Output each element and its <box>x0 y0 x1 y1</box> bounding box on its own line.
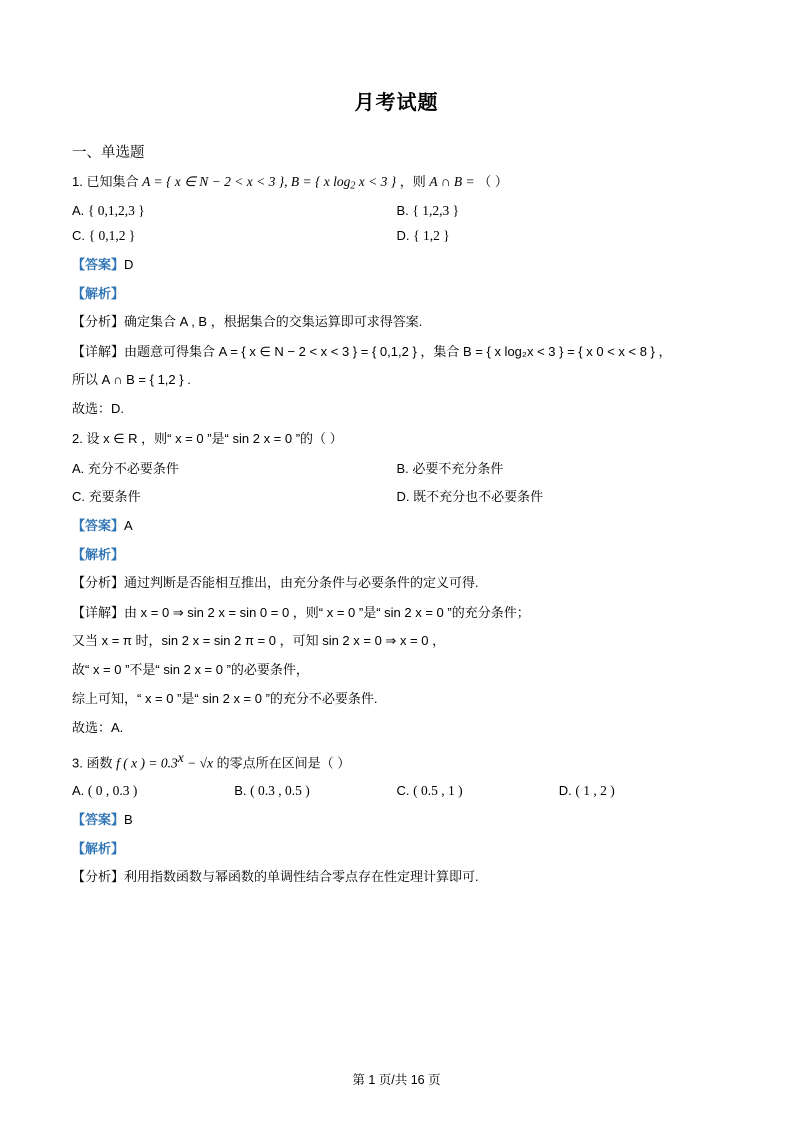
question-3-analysis-tag <box>72 838 721 857</box>
question-2-options-row-2 <box>72 486 721 505</box>
question-1-stem-prefix: 已知集合 <box>86 174 139 189</box>
question-1-math-1c: x < 3 } <box>355 174 397 189</box>
question-3-options-row <box>72 783 721 799</box>
question-3-option-a[interactable] <box>72 783 234 799</box>
question-1-paren: （ ） <box>478 174 508 189</box>
question-1-options-row-1 <box>72 203 721 219</box>
question-2-detail-line-2 <box>72 631 721 652</box>
option-text: 既不充分也不必要条件 <box>413 488 544 504</box>
question-2-answer <box>72 515 721 534</box>
page-footer: 第 1 页/共 16 页 <box>352 1073 441 1087</box>
option-key: B. <box>234 782 247 798</box>
option-text: { 0,1,2,3 } <box>87 202 145 218</box>
question-3-stem-suffix: 的零点所在区间是（ ） <box>216 755 351 771</box>
question-1-math-1: A = { x ∈ N − 2 < x < 3 }, B = { x log <box>142 174 351 189</box>
detail-text: 综上可知，“ x = 0 ”是“ sin 2 x = 0 ”的充分不必要条件. <box>72 690 378 706</box>
detail-text: 故“ x = 0 ”不是“ sin 2 x = 0 ”的必要条件， <box>72 661 309 677</box>
analysis-text: 确定集合 A , B ，根据集合的交集运算即可求得答案. <box>124 313 423 329</box>
answer-value: A <box>124 517 133 533</box>
option-key: C. <box>396 782 410 798</box>
question-1-option-a[interactable] <box>72 203 397 219</box>
option-text: 必要不充分条件 <box>412 460 504 476</box>
page-title: 月考试题 <box>354 92 439 114</box>
choose-value: D. <box>111 400 125 416</box>
detail-text: 由 x = 0 ⇒ sin 2 x = sin 0 = 0 ，则“ x = 0 ”是“ sin 2 x = 0 ”的充分条件； <box>124 605 530 621</box>
question-2-option-d[interactable] <box>397 486 722 505</box>
analysis-tag-label: 【解析】 <box>72 840 125 856</box>
question-1-option-b[interactable] <box>397 203 722 219</box>
analysis-tag-label: 【解析】 <box>72 546 125 562</box>
analysis-text: 利用指数函数与幂函数的单调性结合零点存在性定理计算即可. <box>124 868 479 884</box>
option-text: ( 0 , 0.3 ) <box>87 782 138 798</box>
question-1-stem-mid: ，则 <box>399 174 426 189</box>
question-2-stem-text: 设 x ∈ R ，则“ x = 0 ”是“ sin 2 x = 0 ”的（ ） <box>86 431 343 447</box>
answer-label: 【答案】 <box>72 517 125 533</box>
question-1-option-c[interactable] <box>72 228 397 244</box>
question-1-math-1b: 2 <box>350 180 356 192</box>
option-text: ( 0.3 , 0.5 ) <box>250 782 310 798</box>
analysis-tag-label: 【解析】 <box>72 285 125 301</box>
option-key: A. <box>72 202 85 218</box>
question-1-analysis-tag <box>72 283 721 302</box>
detail-text: 又当 x = π 时，sin 2 x = sin 2 π = 0 ，可知 sin 2 x = 0 ⇒ x = 0 ， <box>72 633 446 649</box>
option-key: B. <box>396 202 409 218</box>
question-3-exponent: x <box>177 750 184 766</box>
option-key: D. <box>558 782 572 798</box>
question-3-option-c[interactable] <box>397 783 559 799</box>
question-2-analysis-tag <box>72 544 721 563</box>
answer-value: D <box>124 256 134 272</box>
option-text: 充要条件 <box>88 488 141 504</box>
question-2-detail-line-1 <box>72 603 721 623</box>
question-1-choose <box>72 399 721 420</box>
question-2-analysis <box>72 573 721 593</box>
detail-text: 所以 A ∩ B = { 1,2 } . <box>72 371 191 387</box>
option-key: B. <box>396 460 409 476</box>
question-2-option-b[interactable] <box>397 458 722 477</box>
analysis-label: 【分析】 <box>72 313 125 329</box>
option-key: C. <box>72 488 85 504</box>
option-key: D. <box>396 488 410 504</box>
detail-label: 【详解】 <box>72 343 125 359</box>
option-text: { 1,2 } <box>413 227 450 243</box>
answer-label: 【答案】 <box>72 256 125 272</box>
question-2-option-c[interactable] <box>72 486 397 505</box>
question-1-option-d[interactable] <box>397 228 722 244</box>
question-3-analysis <box>72 867 721 887</box>
detail-text: 由题意可得集合 A = { x ∈ N − 2 < x < 3 } = { 0,1,2 } ，集合 B = { x log₂x < 3 } = { x 0 < x < 8 } ， <box>124 343 672 359</box>
option-key: A. <box>72 782 85 798</box>
choose-label: 故选： <box>72 719 112 735</box>
option-key: D. <box>396 227 410 243</box>
answer-label: 【答案】 <box>72 811 125 827</box>
option-text: ( 1 , 2 ) <box>575 782 615 798</box>
question-2-detail-line-4 <box>72 689 721 710</box>
question-1-options-row-2 <box>72 228 721 244</box>
question-2-number: 2. <box>72 431 83 447</box>
analysis-label: 【分析】 <box>72 868 125 884</box>
option-key: A. <box>72 460 85 476</box>
question-3-option-d[interactable] <box>559 783 721 799</box>
question-3-answer <box>72 809 721 828</box>
question-3-stem <box>72 748 721 774</box>
option-key: C. <box>72 227 85 243</box>
question-2-options-row-1 <box>72 458 721 477</box>
question-1-math-2: A ∩ B = <box>429 174 475 189</box>
question-2-detail-line-3 <box>72 660 721 681</box>
question-3-math: f ( x ) = 0.3 <box>116 755 178 771</box>
option-text: ( 0.5 , 1 ) <box>413 782 463 798</box>
question-2-choose <box>72 718 721 739</box>
section-heading: 一、单选题 <box>72 145 145 161</box>
question-1-number: 1. <box>72 174 83 189</box>
answer-value: B <box>124 811 133 827</box>
question-1-analysis <box>72 312 721 332</box>
question-1-detail-line-2 <box>72 370 721 391</box>
analysis-label: 【分析】 <box>72 574 125 590</box>
choose-value: A. <box>111 719 124 735</box>
analysis-text: 通过判断是否能相互推出，由充分条件与必要条件的定义可得. <box>124 574 479 590</box>
detail-label: 【详解】 <box>72 605 125 621</box>
question-2-stem <box>72 429 721 449</box>
option-text: 充分不必要条件 <box>87 460 179 476</box>
question-2-option-a[interactable] <box>72 458 397 477</box>
option-text: { 1,2,3 } <box>412 202 460 218</box>
question-3-option-b[interactable] <box>234 783 396 799</box>
question-3-stem-prefix: 函数 <box>86 755 113 771</box>
question-3-math-2: − √x <box>183 755 213 771</box>
choose-label: 故选： <box>72 400 112 416</box>
question-1-stem <box>72 172 721 194</box>
question-3-number: 3. <box>72 755 83 771</box>
question-1-detail-line-1 <box>72 342 721 362</box>
question-1-answer <box>72 254 721 273</box>
option-text: { 0,1,2 } <box>88 227 136 243</box>
